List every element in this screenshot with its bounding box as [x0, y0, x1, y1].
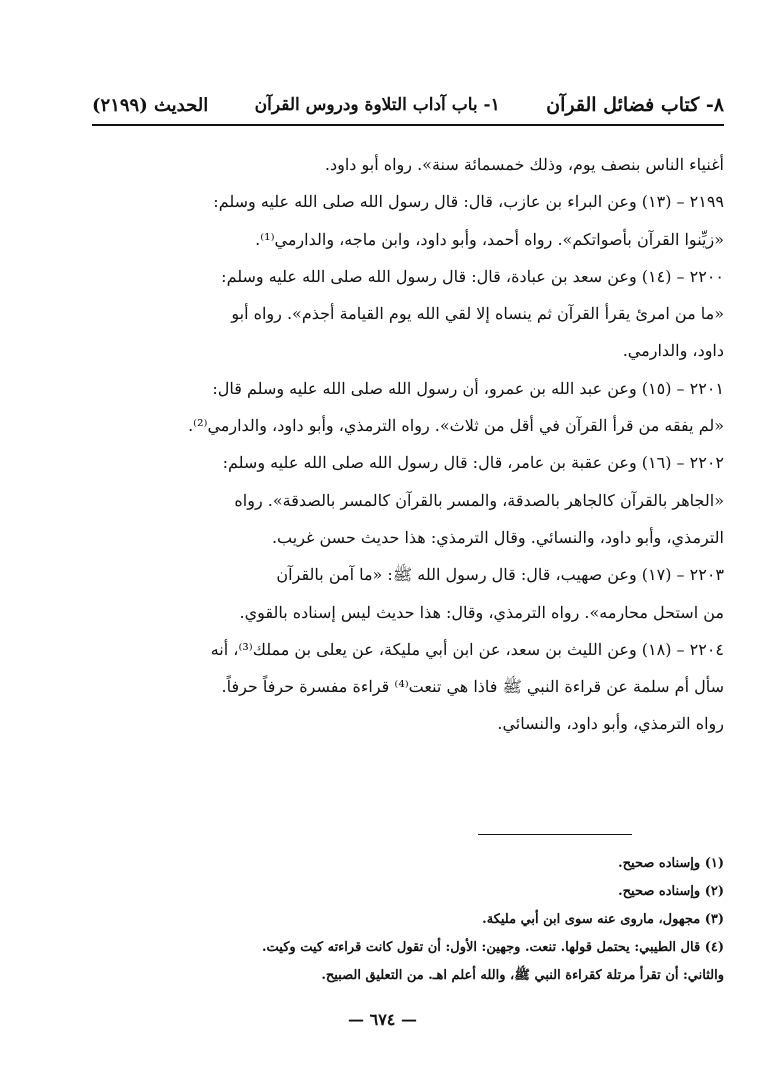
text-line: داود، والدارمي. — [622, 341, 724, 361]
text-line: سأل أم سلمة عن قراءة النبي ﷺ فاذا هي تنعت⁽⁴⁾ قراءة مفسرة حرفاً حرفاً. — [221, 677, 724, 697]
hadith-2202-line: ٢٢٠٢ – (١٦) وعن عقبة بن عامر، قال: قال رسول الله صلى الله عليه وسلم: — [222, 453, 724, 473]
section-title: ١- باب آداب التلاوة ودروس القرآن — [254, 95, 500, 115]
footnote-4: (٤) قال الطيبي: يحتمل قولها. تنعت. وجهين: الأول: أن تقول كانت قراءته كيت وكيت. — [261, 940, 724, 955]
text-line: «زيِّنوا القرآن بأصواتكم». رواه أحمد، وأبو داود، وابن ماجه، والدارمي⁽¹⁾. — [255, 229, 724, 249]
text-line: «ما من امرئ يقرأ القرآن ثم ينساه إلا لقي الله يوم القيامة أجذم». رواه أبو — [231, 304, 724, 324]
text-line: «الجاهر بالقرآن كالجاهر بالصدقة، والمسر بالقرآن كالمسر بالصدقة». رواه — [234, 490, 724, 510]
page-number: — ٦٧٤ — — [348, 1010, 417, 1029]
text-line: أغنياء الناس بنصف يوم، وذلك خمسمائة سنة». رواه أبو داود. — [324, 155, 724, 174]
footnote-separator — [478, 834, 632, 835]
hadith-2199-line: ٢١٩٩ – (١٣) وعن البراء بن عازب، قال: قال رسول الله صلى الله عليه وسلم: — [213, 192, 724, 212]
text-line: الترمذي، وأبو داود، والنسائي. وقال الترمذي: هذا حديث حسن غريب. — [271, 527, 724, 547]
hadith-2200-line: ٢٢٠٠ – (١٤) وعن سعد بن عبادة، قال: قال رسول الله صلى الله عليه وسلم: — [221, 266, 724, 286]
running-header — [92, 88, 724, 122]
footnote-1: (١) وإسناده صحيح. — [618, 856, 724, 871]
footnotes — [92, 850, 724, 990]
hadith-2203-line: ٢٢٠٣ – (١٧) وعن صهيب، قال: قال رسول الله ﷺ: «ما آمن بالقرآن — [276, 565, 724, 585]
text-line: من استحل محارمه». رواه الترمذي، وقال: هذا حديث ليس إسناده بالقوي. — [239, 602, 724, 622]
hadith-2201-line: ٢٢٠١ – (١٥) وعن عبد الله بن عمرو، أن رسول الله صلى الله عليه وسلم قال: — [212, 378, 724, 398]
hadith-2204-line: ٢٢٠٤ – (١٨) وعن الليث بن سعد، عن ابن أبي مليكة، عن يعلى بن مملك⁽³⁾، أنه — [210, 639, 724, 659]
footnote-2: (٢) وإسناده صحيح. — [618, 884, 724, 899]
footnote-4-continued: والثاني: أن تقرأ مرتلة كقراءة النبي ﷺ، والله أعلم اهـ. من التعليق الصبيح. — [321, 968, 724, 983]
text-line: رواه الترمذي، وأبو داود، والنسائي. — [497, 714, 724, 734]
text-line: «لم يفقه من قرأ القرآن في أقل من ثلاث». رواه الترمذي، وأبو داود، والدارمي⁽²⁾. — [188, 416, 724, 436]
footnote-3: (٣) مجهول، ماروى عنه سوى ابن أبي مليكة. — [482, 912, 724, 927]
chapter-title: ٨- كتاب فضائل القرآن — [546, 94, 724, 116]
main-text — [92, 146, 724, 743]
header-rule — [92, 124, 724, 126]
hadith-range: الحديث (٢١٩٩) — [92, 94, 209, 116]
